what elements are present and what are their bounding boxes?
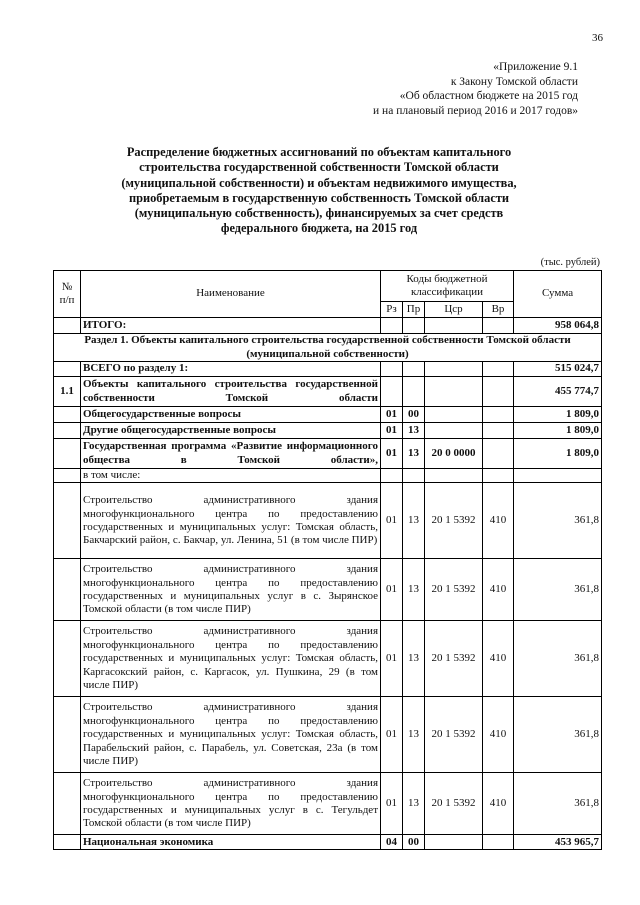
row-pr: 13 [403,621,425,697]
section-total-row [54,362,602,377]
header-codes: Коды бюджетной классификации [381,271,514,302]
row-sum: 361,8 [514,697,602,773]
row-tsr: 20 1 5392 [425,697,483,773]
header-row [54,271,602,302]
table-row [54,407,602,423]
title-line: федерального бюджета, на 2015 год [220,221,418,236]
row-pr: 13 [403,439,425,469]
header-pr: Пр [403,302,425,318]
title-line: (муниципальной собственности) и объектам недвижимого имущества, [121,175,517,190]
row-sum: 361,8 [514,559,602,621]
row-tsr: 20 1 5392 [425,559,483,621]
row-rz: 01 [381,407,403,423]
row-tsr: 20 1 5392 [425,483,483,559]
table-row [54,773,602,835]
row-pr: 13 [403,697,425,773]
appendix-line: «Об областном бюджете на 2015 год [399,90,578,102]
row-name: Строительство административного здания многофункционального центра по предоставлению государственных и муниципальных услуг: Томская область, Парабельский район, с. Парабель, ул. Советская, 23а (в том числе ПИР) [81,697,381,773]
group-num: 1.1 [54,377,81,407]
row-tsr: 20 0 0000 [425,439,483,469]
section-row [54,334,602,362]
row-vr: 410 [483,559,514,621]
appendix-reference [373,60,578,118]
row-pr: 00 [403,835,425,850]
including-label: в том числе: [81,469,381,483]
row-pr: 13 [403,423,425,439]
total-row [54,318,602,334]
table-row [54,439,602,469]
appendix-line: «Приложение 9.1 [493,61,578,73]
table-row [54,621,602,697]
row-rz: 01 [381,423,403,439]
row-vr: 410 [483,773,514,835]
total-label: ИТОГО: [81,318,381,334]
row-tsr: 20 1 5392 [425,621,483,697]
units-label: (тыс. рублей) [540,257,600,268]
appendix-line: к Закону Томской области [450,75,578,88]
group-row [54,377,602,407]
group-name: Объекты капитального строительства государственной собственности Томской области [81,377,381,407]
row-name: Строительство административного здания многофункционального центра по предоставлению государственных и муниципальных услуг в с. Зырянское Томской области (в том числе ПИР) [81,559,381,621]
row-name: Государственная программа «Развитие информационного общества в Томской области», [81,439,381,469]
row-name: Строительство административного здания многофункционального центра по предоставлению государственных и муниципальных услуг: Томская область, Бакчарский район, с. Бакчар, ул. Ленина, 51 (в том числе ПИР) [81,483,381,559]
row-rz: 04 [381,835,403,850]
row-pr: 13 [403,773,425,835]
appendix-line: и на плановый период 2016 и 2017 годов» [373,104,578,117]
row-name: Национальная экономика [81,835,381,850]
row-sum: 1 809,0 [514,439,602,469]
table-row [54,697,602,773]
header-tsr: Цср [425,302,483,318]
row-rz: 01 [381,773,403,835]
row-sum: 361,8 [514,773,602,835]
section-total-sum: 515 024,7 [514,362,602,377]
budget-table [53,270,602,850]
table-row [54,835,602,850]
row-name: Другие общегосударственные вопросы [81,423,381,439]
row-pr: 13 [403,483,425,559]
total-sum: 958 064,8 [514,318,602,334]
row-sum: 453 965,7 [514,835,602,850]
title-line: строительства государственной собственности Томской области [139,160,499,175]
group-sum: 455 774,7 [514,377,602,407]
title-line: (муниципальную собственность), финансируемых за счет средств [134,206,504,221]
row-sum: 361,8 [514,621,602,697]
row-rz: 01 [381,439,403,469]
row-rz: 01 [381,559,403,621]
row-sum: 1 809,0 [514,407,602,423]
title-line: Распределение бюджетных ассигнований по объектам капитального [126,145,512,159]
header-rz: Рз [381,302,403,318]
row-sum: 1 809,0 [514,423,602,439]
page-number: 36 [592,32,603,44]
table-row [54,469,602,483]
section-title: Раздел 1. Объекты капитального строительства государственной собственности Томской области (муниципальной собственности) [54,334,602,362]
header-name: Наименование [81,271,381,318]
document-title [80,145,558,237]
header-sum: Сумма [514,271,602,318]
header-num: № п/п [54,271,81,318]
row-pr: 13 [403,559,425,621]
row-name: Строительство административного здания многофункционального центра по предоставлению государственных и муниципальных услуг: Томская область, Каргасокский район, с. Каргасок, ул. Пушкина, 29 (в том числе ПИР) [81,621,381,697]
table-row [54,559,602,621]
table-row [54,483,602,559]
row-rz: 01 [381,621,403,697]
row-pr: 00 [403,407,425,423]
row-vr: 410 [483,697,514,773]
header-vr: Вр [483,302,514,318]
title-line: приобретаемым в государственную собственность Томской области [128,190,510,205]
row-name: Строительство административного здания многофункционального центра по предоставлению государственных и муниципальных услуг в с. Тегульдет Томской области (в том числе ПИР) [81,773,381,835]
row-vr: 410 [483,621,514,697]
row-tsr: 20 1 5392 [425,773,483,835]
section-total-label: ВСЕГО по разделу 1: [81,362,381,377]
row-name: Общегосударственные вопросы [81,407,381,423]
row-sum: 361,8 [514,483,602,559]
row-vr: 410 [483,483,514,559]
row-rz: 01 [381,697,403,773]
table-row [54,423,602,439]
row-rz: 01 [381,483,403,559]
